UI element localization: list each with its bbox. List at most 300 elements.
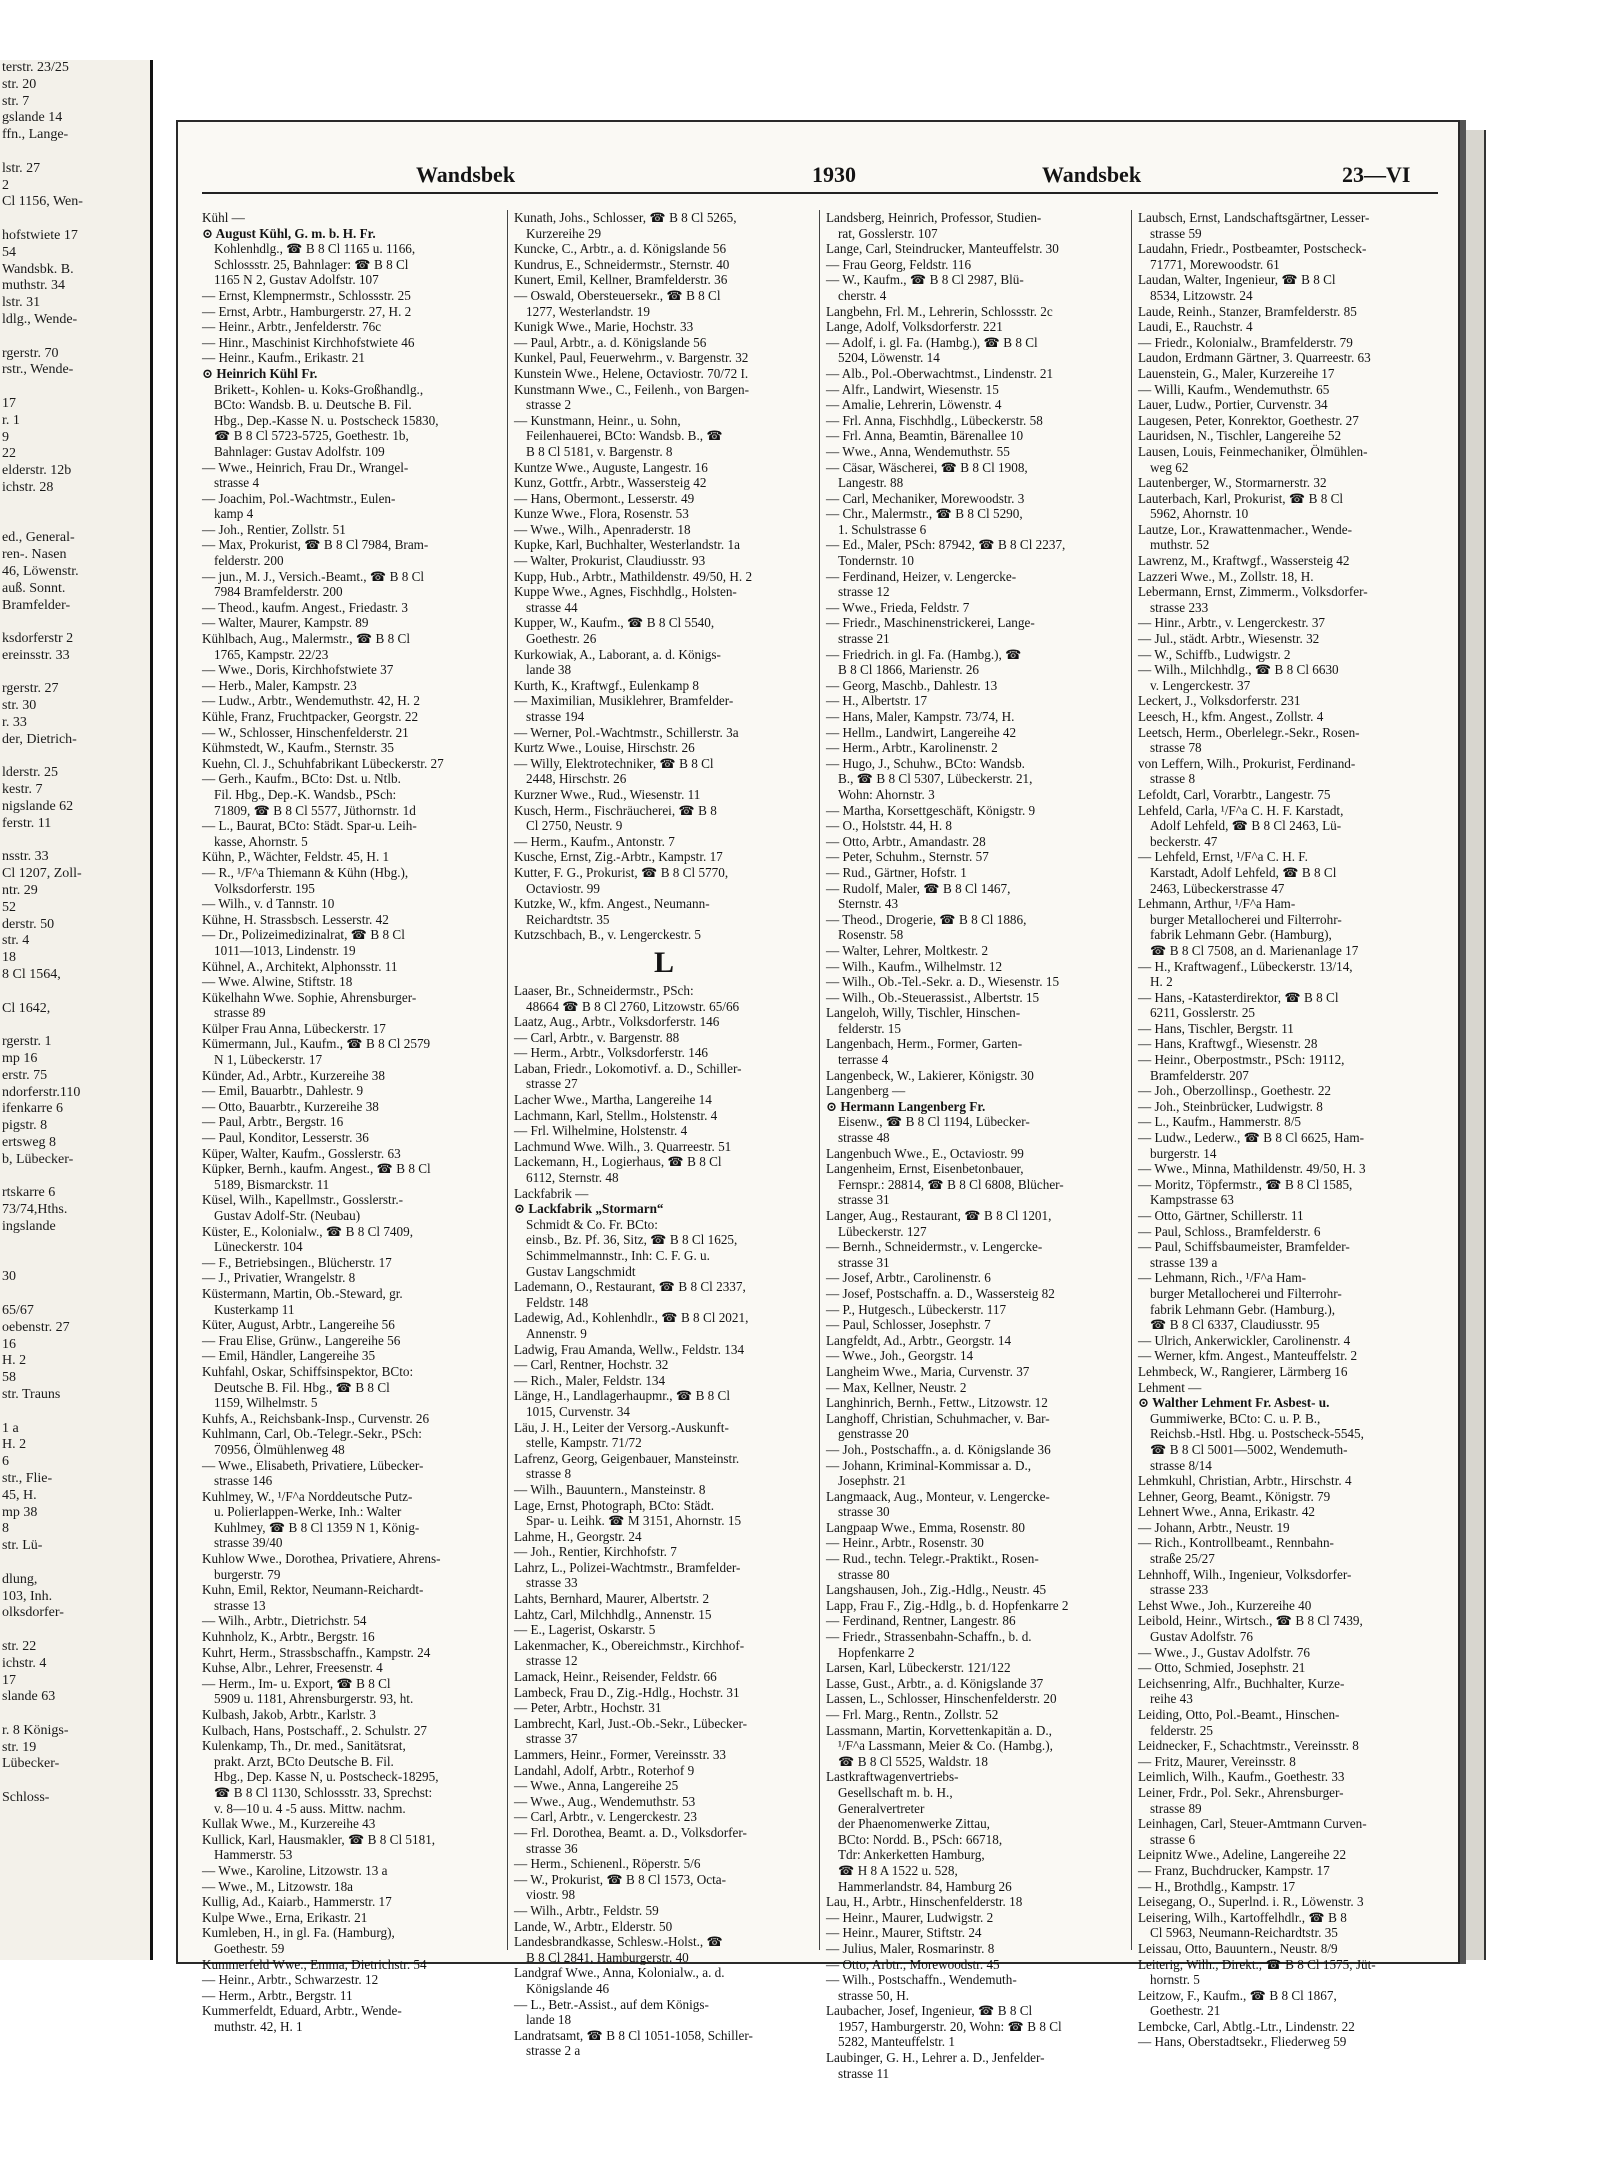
directory-entry: 5189, Bismarckstr. 11 <box>214 1176 330 1192</box>
previous-page-text-fragment: 8 <box>2 1521 9 1537</box>
directory-entry: — Wilh., Ob.-Tel.-Sekr. a. D., Wiesenstr. 15 <box>826 974 1060 990</box>
previous-page-text-fragment: 45, H. <box>2 1487 37 1503</box>
directory-entry: — L., Betr.-Assist., auf dem Königs- <box>514 1996 709 2012</box>
directory-entry: Kuhlmann, Carl, Ob.-Telegr.-Sekr., PSch: <box>202 1426 422 1442</box>
directory-entry: — Heinr., Maurer, Stiftstr. 24 <box>826 1925 982 1941</box>
directory-entry: — Herm., Schienenl., Röperstr. 5/6 <box>514 1856 701 1872</box>
directory-entry: Rosenstr. 58 <box>838 927 904 943</box>
directory-entry: B 8 Cl 1866, Marienstr. 26 <box>838 662 980 678</box>
directory-entry: Lehmann, Arthur, ¹/F^a Ham- <box>1138 896 1296 912</box>
directory-entry: Kusche, Ernst, Zig.-Arbtr., Kampstr. 17 <box>514 849 723 865</box>
directory-entry: — Hans, Oberstadtsekr., Fliederweg 59 <box>1138 2034 1347 2050</box>
directory-entry: 2463, Lübeckerstrasse 47 <box>1150 880 1285 896</box>
directory-entry: — Heinr., Oberpostmstr., PSch: 19112, <box>1138 1052 1345 1068</box>
directory-entry: strasse 89 <box>214 1005 266 1021</box>
directory-entry: Lafrenz, Georg, Geigenbauer, Mansteinstr. <box>514 1450 740 1466</box>
directory-entry: strasse 146 <box>214 1473 273 1489</box>
directory-entry: 5204, Löwenstr. 14 <box>838 350 940 366</box>
directory-entry: Kusterkamp 11 <box>214 1301 295 1317</box>
directory-entry: — W., Schiffb., Ludwigstr. 2 <box>1138 646 1291 662</box>
directory-entry: Leitzow, F., Kaufm., ☎ B 8 Cl 1867, <box>1138 1987 1337 2003</box>
directory-entry: — Hans, -Katasterdirektor, ☎ B 8 Cl <box>1138 989 1339 1005</box>
directory-entry: — Ernst, Klempnermstr., Schlossstr. 25 <box>202 287 411 303</box>
directory-entry: 6211, Gosslerstr. 25 <box>1150 1005 1256 1021</box>
directory-entry: — Friedr., Maschinenstrickerei, Lange- <box>826 615 1035 631</box>
directory-entry: strasse 48 <box>838 1130 890 1146</box>
directory-entry: Lauenstein, G., Maler, Kurzereihe 17 <box>1138 365 1335 381</box>
directory-entry: Leinhagen, Carl, Steuer-Amtmann Curven- <box>1138 1816 1367 1832</box>
directory-entry: Langbehn, Frl. M., Lehrerin, Schlossstr. 2c <box>826 303 1053 319</box>
directory-entry: — Joh., Rentier, Kirchhofstr. 7 <box>514 1544 677 1560</box>
directory-entry: Kunert, Emil, Kellner, Bramfelderstr. 36 <box>514 272 728 288</box>
directory-entry: — Hans, Obermont., Lesserstr. 49 <box>514 490 695 506</box>
directory-entry: — Lehmann, Rich., ¹/F^a Ham- <box>1138 1270 1306 1286</box>
directory-entry: B., ☎ B 8 Cl 5307, Lübeckerstr. 21, <box>838 771 1033 787</box>
directory-entry: Lautenberger, W., Stormarnerstr. 32 <box>1138 475 1327 491</box>
previous-page-text-fragment <box>0 1169 150 1186</box>
directory-entry: — Hinr., Maschinist Kirchhofstwiete 46 <box>202 334 415 350</box>
directory-entry: lande 18 <box>526 2012 572 2028</box>
column-divider <box>1131 210 1132 1950</box>
previous-page-text-fragment: str. Trauns <box>2 1386 61 1402</box>
directory-entry: Kuhfs, A., Reichsbank-Insp., Curvenstr. 26 <box>202 1410 430 1426</box>
directory-entry: Lebermann, Ernst, Zimmerm., Volksdorfer- <box>1138 584 1368 600</box>
directory-entry: ☎ B 8 Cl 7508, an d. Marienanlage 17 <box>1150 942 1359 958</box>
directory-entry: — Ferdinand, Rentner, Langestr. 86 <box>826 1613 1016 1629</box>
directory-entry: — Frl. Wilhelmine, Holstenstr. 4 <box>514 1123 688 1139</box>
directory-entry: H. 2 <box>1150 974 1173 990</box>
previous-page-text-fragment <box>0 211 150 228</box>
previous-page-text-fragment: rtskarre 6 <box>2 1185 56 1201</box>
directory-entry: — Heinr., Arbtr., Schwarzestr. 12 <box>202 1972 379 1988</box>
previous-page-text-fragment: Schloss- <box>2 1790 50 1806</box>
previous-page-edge <box>0 60 153 1960</box>
directory-entry: Kuhnholz, K., Arbtr., Bergstr. 16 <box>202 1629 375 1645</box>
directory-entry: Lage, Ernst, Photograph, BCto: Städt. <box>514 1497 714 1513</box>
directory-entry: ¹/F^a Lassmann, Meier & Co. (Hambg.), <box>838 1738 1053 1754</box>
directory-entry: — Moritz, Töpfermstr., ☎ B 8 Cl 1585, <box>1138 1176 1353 1192</box>
directory-entry: Langer, Aug., Restaurant, ☎ B 8 Cl 1201, <box>826 1208 1052 1223</box>
directory-entry: — L., Baurat, BCto: Städt. Spar-u. Leih- <box>202 818 417 834</box>
directory-entry: von Leffern, Wilh., Prokurist, Ferdinand- <box>1138 755 1356 771</box>
directory-entry: Cl 2750, Neustr. 9 <box>526 818 623 834</box>
directory-entry: — Paul, Schlosser, Josephstr. 7 <box>826 1317 991 1333</box>
directory-entry: Kühnel, A., Architekt, Alphonsstr. 11 <box>202 958 398 974</box>
directory-entry: Küstermann, Martin, Ob.-Steward, gr. <box>202 1285 403 1301</box>
previous-page-text-fragment: 2 <box>2 177 9 193</box>
previous-page-text-fragment <box>0 1404 150 1421</box>
directory-entry: Lauer, Ludw., Portier, Curvenstr. 34 <box>1138 397 1328 413</box>
previous-page-text-fragment: 54 <box>2 244 16 260</box>
directory-entry: Kuhlow Wwe., Dorothea, Privatiere, Ahrens- <box>202 1551 441 1567</box>
directory-entry: — Ludw., Arbtr., Wendemuthstr. 42, H. 2 <box>202 693 420 709</box>
directory-entry: — Rud., techn. Telegr.-Praktikt., Rosen- <box>826 1551 1039 1567</box>
directory-entry: — Walter, Lehrer, Moltkestr. 2 <box>826 942 989 958</box>
previous-page-text-fragment: H. 2 <box>2 1437 27 1453</box>
directory-entry: strasse 139 a <box>1150 1254 1218 1270</box>
directory-entry: 5962, Ahornstr. 10 <box>1150 506 1249 522</box>
directory-entry: Langenbuch Wwe., E., Octaviostr. 99 <box>826 1145 1024 1161</box>
directory-entry: Kunz, Gottfr., Arbtr., Wassersteig 42 <box>514 475 707 491</box>
directory-entry: — Kunstmann, Heinr., u. Sohn, <box>514 412 681 428</box>
directory-entry: strasse 78 <box>1150 740 1202 756</box>
directory-entry: Lacher Wwe., Martha, Langereihe 14 <box>514 1092 712 1108</box>
previous-page-text-fragment: str., Flie- <box>2 1470 53 1486</box>
directory-entry: ⊙ Walther Lehment Fr. Asbest- u. <box>1138 1395 1330 1411</box>
directory-entry: — Wwe., Wilh., Apenraderstr. 18 <box>514 521 691 537</box>
directory-entry: — Josef, Arbtr., Carolinenstr. 6 <box>826 1270 991 1286</box>
directory-entry: — Friedrich. in gl. Fa. (Hambg.), ☎ <box>826 646 1022 662</box>
directory-entry: Fernspr.: 28814, ☎ B 8 Cl 6808, Blücher- <box>838 1176 1064 1192</box>
directory-entry: — Wilh., Bauuntern., Mansteinstr. 8 <box>514 1481 706 1497</box>
directory-entry: Kohlenhdlg., ☎ B 8 Cl 1165 u. 1166, <box>214 241 416 257</box>
directory-entry: Kunstmann Wwe., C., Feilenh., von Bargen- <box>514 381 750 397</box>
previous-page-text-fragment: kestr. 7 <box>2 782 43 798</box>
directory-entry: — Herm., Arbtr., Bergstr. 11 <box>202 1987 353 2003</box>
directory-entry: — Chr., Malermstr., ☎ B 8 Cl 5290, <box>826 506 1023 522</box>
directory-entry: Lefoldt, Carl, Vorarbtr., Langestr. 75 <box>1138 786 1331 802</box>
directory-entry: — Otto, Arbtr., Amandastr. 28 <box>826 833 986 849</box>
directory-entry: Landsberg, Heinrich, Professor, Studien- <box>826 210 1042 225</box>
directory-entry: Eisenw., ☎ B 8 Cl 1194, Lübecker- <box>838 1114 1030 1130</box>
directory-entry: — Emil, Bauarbtr., Dahlestr. 9 <box>202 1083 364 1099</box>
header-year: 1930 <box>812 162 856 187</box>
directory-entry: Feilenhauerei, BCto: Wandsb. B., ☎ <box>526 428 723 444</box>
directory-entry: — Alb., Pol.-Oberwachtmst., Lindenstr. 21 <box>826 365 1054 381</box>
directory-entry: Lahrz, L., Polizei-Wachtmstr., Bramfelder- <box>514 1559 741 1575</box>
directory-entry: felderstr. 15 <box>838 1020 901 1036</box>
directory-entry: — H., Kraftwagenf., Lübeckerstr. 13/14, <box>1138 958 1353 974</box>
directory-entry: strasse 11 <box>838 2065 890 2081</box>
directory-entry: Leiner, Frdr., Pol. Sekr., Ahrensburger- <box>1138 1784 1344 1800</box>
directory-entry: Kuppe Wwe., Agnes, Fischhdlg., Holsten- <box>514 584 737 600</box>
directory-entry: 8534, Litzowstr. 24 <box>1150 287 1253 303</box>
directory-entry: ☎ B 8 Cl 6337, Claudiusstr. 95 <box>1150 1317 1320 1333</box>
directory-entry: — Frau Elise, Grünw., Langereihe 56 <box>202 1332 401 1348</box>
directory-entry: — Franz, Buchdrucker, Kampstr. 17 <box>1138 1862 1330 1878</box>
directory-entry: Lademann, O., Restaurant, ☎ B 8 Cl 2337, <box>514 1279 746 1295</box>
directory-entry: — Walter, Maurer, Kampstr. 89 <box>202 615 369 631</box>
previous-page-text-fragment: ertsweg 8 <box>2 1135 57 1150</box>
directory-entry: Kunath, Johs., Schlosser, ☎ B 8 Cl 5265, <box>514 210 737 225</box>
directory-entry: Josephstr. 21 <box>838 1473 907 1489</box>
directory-entry: Bramfelderstr. 207 <box>1150 1067 1249 1083</box>
directory-entry: Gustav Langschmidt <box>526 1263 636 1279</box>
directory-entry: — Wwe., Anna, Langereihe 25 <box>514 1778 679 1794</box>
directory-entry: Kükelhahn Wwe. Sophie, Ahrensburger- <box>202 989 417 1005</box>
directory-entry: Lehner, Georg, Beamt., Königstr. 79 <box>1138 1488 1331 1504</box>
directory-entry: Annenstr. 9 <box>526 1325 587 1341</box>
directory-entry: N 1, Lübeckerstr. 17 <box>214 1052 323 1068</box>
directory-entry: Landahl, Adolf, Arbtr., Roterhof 9 <box>514 1762 695 1778</box>
directory-entry: Karstadt, Adolf Lehfeld, ☎ B 8 Cl <box>1150 864 1337 880</box>
directory-entry: Langhinrich, Bernh., Fettw., Litzowstr. 12 <box>826 1395 1048 1411</box>
directory-entry: Larsen, Karl, Lübeckerstr. 121/122 <box>826 1660 1011 1676</box>
directory-entry: v. 8—10 u. 4 -5 auss. Mittw. nachm. <box>214 1800 406 1816</box>
directory-entry: muthstr. 42, H. 1 <box>214 2018 303 2034</box>
directory-entry: Laban, Friedr., Lokomotivf. a. D., Schiller- <box>514 1060 742 1076</box>
previous-page-text-fragment <box>0 1555 150 1572</box>
directory-entry: strasse 6 <box>1150 1831 1196 1847</box>
previous-page-text-fragment <box>0 749 150 766</box>
directory-entry: ⊙ August Kühl, G. m. b. H. Fr. <box>202 225 376 241</box>
directory-entry: Kundrus, E., Schneidermstr., Sternstr. 40 <box>514 256 730 272</box>
previous-page-text-fragment <box>0 1253 150 1270</box>
directory-entry: — Wwe., Joh., Georgstr. 14 <box>826 1348 974 1364</box>
directory-entry: cherstr. 4 <box>838 287 887 303</box>
directory-entry: Laudon, Erdmann Gärtner, 3. Quarreestr. 63 <box>1138 350 1371 366</box>
directory-entry: — E., Lagerist, Oskarstr. 5 <box>514 1622 656 1638</box>
header-town-right: Wandsbek <box>1042 162 1142 187</box>
previous-page-text-fragment: rgerstr. 27 <box>2 681 59 697</box>
directory-entry: Lackemann, H., Logierhaus, ☎ B 8 Cl <box>514 1154 722 1170</box>
previous-page-text-fragment: 8 Cl 1564, <box>2 967 61 983</box>
directory-entry: — Herm., Kaufm., Antonstr. 7 <box>514 833 675 849</box>
directory-entry: Hopfenkarre 2 <box>838 1644 915 1660</box>
directory-entry: Lakenmacher, K., Obereichmstr., Kirchhof- <box>514 1637 745 1653</box>
directory-entry: Lasse, Gust., Arbtr., a. d. Königslande 37 <box>826 1675 1044 1691</box>
directory-entry: strasse 233 <box>1150 1582 1209 1598</box>
directory-entry: — Friedr., Strassenbahn-Schaffn., b. d. <box>826 1629 1032 1645</box>
directory-entry: — Wwe., Heinrich, Frau Dr., Wrangel- <box>202 459 409 475</box>
section-letter: L <box>653 945 674 979</box>
directory-entry: Lachmund Wwe. Wilh., 3. Quarreestr. 51 <box>514 1138 732 1154</box>
directory-entry: Lambeck, Frau D., Zig.-Hdlg., Hochstr. 31 <box>514 1684 740 1700</box>
previous-page-text-fragment: str. 7 <box>2 93 30 109</box>
directory-entry: Leidnecker, F., Schachtmstr., Vereinsstr. 8 <box>1138 1738 1359 1754</box>
previous-page-text-fragment: mp 16 <box>2 1051 38 1067</box>
previous-page-text-fragment: 65/67 <box>2 1302 34 1318</box>
previous-page-text-fragment: auß. Sonnt. <box>2 580 66 596</box>
previous-page-text-fragment: terstr. 23/25 <box>2 60 69 75</box>
header-town-left: Wandsbek <box>416 162 516 187</box>
directory-entry: — Maximilian, Musiklehrer, Bramfelder- <box>514 693 734 709</box>
directory-entry: Langenbach, Herm., Former, Garten- <box>826 1036 1023 1052</box>
previous-page-text-fragment: 73/74,Hths. <box>2 1202 68 1218</box>
directory-entry: Langfeldt, Ad., Arbtr., Georgstr. 14 <box>826 1332 1012 1348</box>
directory-entry: Lassen, L., Schlosser, Hinschenfelderstr. 20 <box>826 1691 1057 1707</box>
directory-entry: Kuhlmey, ☎ B 8 Cl 1359 N 1, König- <box>214 1519 420 1535</box>
directory-entry: — jun., M. J., Versich.-Beamt., ☎ B 8 Cl <box>202 568 425 584</box>
directory-entry: Sternstr. 43 <box>838 896 899 912</box>
directory-entry: felderstr. 200 <box>214 553 284 569</box>
directory-entry: 1. Schulstrasse 6 <box>838 521 927 537</box>
previous-page-text-fragment: ntr. 29 <box>2 883 38 899</box>
directory-entry: Kühne, H. Strassbsch. Lesserstr. 42 <box>202 911 389 927</box>
directory-entry: Lawrenz, M., Kraftwgf., Wassersteig 42 <box>1138 553 1350 569</box>
directory-entry: weg 62 <box>1150 459 1189 475</box>
previous-page-text-fragment: ferstr. 11 <box>2 815 52 831</box>
directory-entry: — Wwe., Karoline, Litzowstr. 13 a <box>202 1862 388 1878</box>
directory-entry: B 8 Cl 5181, v. Bargenstr. 8 <box>526 443 673 459</box>
directory-entry: strasse 13 <box>214 1597 266 1613</box>
directory-entry: Lambrecht, Karl, Just.-Ob.-Sekr., Lübecker- <box>514 1715 748 1731</box>
directory-entry: Kümermann, Jul., Kaufm., ☎ B 8 Cl 2579 <box>202 1036 431 1052</box>
previous-page-text-fragment <box>0 1773 150 1790</box>
directory-entry: strasse 233 <box>1150 599 1209 615</box>
previous-page-text-fragment <box>0 379 150 396</box>
directory-entry: Kuhse, Albr., Lehrer, Freesenstr. 4 <box>202 1660 383 1676</box>
directory-entry: Reichsb.-Hstl. Hbg. u. Postscheck-5545, <box>1150 1426 1364 1442</box>
directory-entry: — Wilh., Ob.-Steuerassist., Albertstr. 15 <box>826 989 1040 1005</box>
directory-column-1 <box>202 210 502 2034</box>
directory-entry: beckerstr. 47 <box>1150 833 1218 849</box>
directory-entry: Lau, H., Arbtr., Hinschenfelderstr. 18 <box>826 1894 1023 1910</box>
directory-entry: Gustav Adolf-Str. (Neubau) <box>214 1208 361 1223</box>
directory-entry: Kühlbach, Aug., Malermstr., ☎ B 8 Cl <box>202 631 410 647</box>
previous-page-text-fragment: r. 1 <box>2 412 20 428</box>
directory-entry: — Wwe., M., Litzowstr. 18a <box>202 1878 354 1894</box>
previous-page-text-fragment <box>0 833 150 850</box>
directory-entry: — Wwe., Frieda, Feldstr. 7 <box>826 599 970 615</box>
directory-entry: — W., Schlosser, Hinschenfelderstr. 21 <box>202 724 409 740</box>
directory-entry: Leesch, H., kfm. Angest., Zollstr. 4 <box>1138 709 1324 724</box>
directory-entry: — Heinr., Maurer, Ludwigstr. 2 <box>826 1909 994 1925</box>
previous-page-text-fragment: dlung, <box>2 1571 38 1587</box>
directory-entry: — Wilh., v. d Tannstr. 10 <box>202 896 335 912</box>
directory-entry: Brikett-, Kohlen- u. Koks-Großhandlg., <box>214 381 424 397</box>
directory-entry: Lausen, Louis, Feinmechaniker, Ölmühlen- <box>1138 443 1368 459</box>
directory-entry: 1015, Curvenstr. 34 <box>526 1403 631 1419</box>
directory-entry: — O., Holststr. 44, H. 8 <box>826 818 953 834</box>
directory-entry: — Frl. Dorothea, Beamt. a. D., Volksdorfer- <box>514 1824 747 1840</box>
directory-entry: Lastkraftwagenvertriebs- <box>826 1769 959 1785</box>
directory-entry: ☎ B 8 Cl 5001—5002, Wendemuth- <box>1150 1441 1348 1457</box>
directory-entry: terrasse 4 <box>838 1052 889 1068</box>
directory-entry: — Max, Prokurist, ☎ B 8 Cl 7984, Bram- <box>202 537 429 553</box>
directory-entry: Ladwig, Frau Amanda, Wellw., Feldstr. 134 <box>514 1341 745 1357</box>
directory-entry: — Ferdinand, Heizer, v. Lengercke- <box>826 568 1017 584</box>
directory-entry: strasse 12 <box>526 1653 578 1669</box>
directory-entry: Küster, E., Kolonialw., ☎ B 8 Cl 7409, <box>202 1223 414 1239</box>
directory-entry: Kutzschbach, B., v. Lengerckestr. 5 <box>514 927 702 943</box>
directory-entry: Bahnlager: Gustav Adolfstr. 109 <box>214 443 385 459</box>
previous-page-text-fragment: r. 8 Königs- <box>2 1722 69 1738</box>
previous-page-text-fragment: str. 30 <box>2 698 37 714</box>
directory-entry: strasse 194 <box>526 709 585 724</box>
directory-entry: — Peter, Schuhm., Sternstr. 57 <box>826 849 989 865</box>
directory-entry: — J., Privatier, Wrangelstr. 8 <box>202 1270 356 1286</box>
previous-page-text-fragment: r. 33 <box>2 715 27 731</box>
previous-page-text-fragment: lstr. 27 <box>2 160 41 176</box>
directory-entry: hornstr. 5 <box>1150 1972 1200 1988</box>
previous-page-text-fragment: lstr. 31 <box>2 295 41 311</box>
directory-entry: Kummerfeld Wwe., Emma, Dietrichstr. 54 <box>202 1956 427 1972</box>
directory-entry: — Wilh., Kaufm., Wilhelmstr. 12 <box>826 958 1003 974</box>
directory-entry: Reichardtstr. 35 <box>526 911 610 927</box>
directory-entry: Landesbrandkasse, Schlesw.-Holst., ☎ <box>514 1934 723 1950</box>
directory-entry: — Wwe. Alwine, Stiftstr. 18 <box>202 974 353 990</box>
directory-entry: Kullick, Karl, Hausmakler, ☎ B 8 Cl 5181, <box>202 1831 436 1847</box>
previous-page-text-fragment: 17 <box>2 1672 16 1688</box>
directory-entry: Laubacher, Josef, Ingenieur, ☎ B 8 Cl <box>826 2003 1033 2019</box>
directory-entry: strasse 4 <box>214 475 260 491</box>
directory-entry: Lehst Wwe., Joh., Kurzereihe 40 <box>1138 1597 1312 1613</box>
directory-entry: — Johann, Kriminal-Kommissar a. D., <box>826 1457 1032 1473</box>
directory-entry: prakt. Arzt, BCto Deutsche B. Fil. <box>214 1753 394 1769</box>
directory-entry: Goethestr. 59 <box>214 1940 285 1956</box>
previous-page-text-fragment: ifenkarre 6 <box>2 1101 64 1117</box>
directory-entry: — Walter, Prokurist, Claudiusstr. 93 <box>514 553 706 569</box>
directory-entry: strasse 31 <box>838 1254 890 1270</box>
previous-page-text-fragment: str. 4 <box>2 933 30 949</box>
directory-entry: 1765, Kampstr. 22/23 <box>214 646 329 662</box>
directory-entry: Leisering, Wilh., Kartoffelhdlr., ☎ B 8 <box>1138 1909 1347 1925</box>
directory-entry: 7984 Bramfelderstr. 200 <box>214 584 343 600</box>
directory-entry: strasse 50, H. <box>838 1987 910 2003</box>
directory-entry: strasse 8 <box>1150 771 1196 787</box>
previous-page-text-fragment: derstr. 50 <box>2 916 55 932</box>
previous-page-text-fragment: ereinsstr. 33 <box>2 647 70 663</box>
previous-page-text-fragment: 6 <box>2 1454 9 1470</box>
previous-page-text-fragment: olksdorfer- <box>2 1605 64 1621</box>
directory-entry: Hammerlandstr. 84, Hamburg 26 <box>838 1878 1012 1894</box>
directory-entry: viostr. 98 <box>526 1887 576 1903</box>
directory-entry: — Martha, Korsettgeschäft, Königstr. 9 <box>826 802 1036 818</box>
directory-entry: Kuehn, Cl. J., Schuhfabrikant Lübeckerstr. 27 <box>202 755 444 771</box>
previous-page-text-fragment: slande 63 <box>2 1689 56 1705</box>
directory-entry: Kuhlmey, W., ¹/F^a Norddeutsche Putz- <box>202 1488 413 1504</box>
directory-entry: strasse 39/40 <box>214 1535 283 1551</box>
directory-entry: Tondernstr. 10 <box>838 553 914 569</box>
previous-page-text-fragment: Cl 1642, <box>2 1000 51 1016</box>
directory-entry: Kampstrasse 63 <box>1150 1192 1234 1208</box>
directory-entry: — Jul., städt. Arbtr., Wiesenstr. 32 <box>1138 631 1320 647</box>
previous-page-text-fragment: erstr. 75 <box>2 1067 48 1083</box>
directory-entry: Lehment — <box>1138 1379 1202 1395</box>
previous-page-text-fragment: ldlg., Wende- <box>2 311 78 327</box>
directory-entry: Gustav Adolfstr. 76 <box>1150 1629 1253 1645</box>
previous-page-text-fragment <box>0 1622 150 1639</box>
directory-entry: 70956, Ölmühlenweg 48 <box>214 1441 345 1457</box>
directory-entry: — Willi, Kaufm., Wendemuthstr. 65 <box>1138 381 1330 397</box>
directory-entry: strasse 33 <box>526 1575 578 1591</box>
directory-entry: Leisegang, O., Superlnd. i. R., Löwenstr. 3 <box>1138 1894 1364 1910</box>
directory-entry: — Rich., Kontrollbeamt., Rennbahn- <box>1138 1535 1334 1551</box>
directory-entry: Langhoff, Christian, Schuhmacher, v. Bar- <box>826 1410 1050 1426</box>
directory-entry: Wohn: Ahornstr. 3 <box>838 786 935 802</box>
directory-entry: — Alfr., Landwirt, Wiesenstr. 15 <box>826 381 999 397</box>
directory-entry: der Phaenomenwerke Zittau, <box>838 1816 990 1832</box>
directory-entry: Volksdorferstr. 195 <box>214 880 315 896</box>
directory-entry: strasse 8 <box>526 1466 572 1482</box>
directory-entry: Spar- u. Leihk. ☎ M 3151, Ahornstr. 15 <box>526 1513 742 1529</box>
directory-entry: Deutsche B. Fil. Hbg., ☎ B 8 Cl <box>214 1379 390 1395</box>
directory-entry: Kulenkamp, Th., Dr. med., Sanitätsrat, <box>202 1738 406 1754</box>
directory-entry: Kurzner Wwe., Rud., Wiesenstr. 11 <box>514 786 701 802</box>
directory-entry: Külper Frau Anna, Lübeckerstr. 17 <box>202 1020 386 1036</box>
directory-entry: Künder, Ad., Arbtr., Kurzereihe 38 <box>202 1067 385 1083</box>
directory-entry: — Paul, Konditor, Lesserstr. 36 <box>202 1130 369 1146</box>
directory-entry: Goethestr. 21 <box>1150 2003 1221 2019</box>
directory-entry: Langmaack, Aug., Monteur, v. Lengercke- <box>826 1488 1050 1504</box>
previous-page-text-fragment: oebenstr. 27 <box>2 1319 70 1335</box>
directory-entry: Schmidt & Co. Fr. BCto: <box>526 1216 658 1232</box>
directory-entry: 2448, Hirschstr. 26 <box>526 771 627 787</box>
directory-entry: Kurkowiak, A., Laborant, a. d. Königs- <box>514 646 721 662</box>
directory-entry: — Peter, Arbtr., Hochstr. 31 <box>514 1700 662 1716</box>
previous-page-text-fragment: 103, Inh. <box>2 1588 53 1604</box>
directory-entry: — Rich., Maler, Feldstr. 134 <box>514 1372 666 1388</box>
directory-entry: — Paul, Arbtr., a. d. Königslande 56 <box>514 334 707 350</box>
directory-entry: — Fritz, Maurer, Vereinsstr. 8 <box>1138 1753 1296 1769</box>
directory-entry: kasse, Ahornstr. 5 <box>214 833 308 849</box>
directory-entry: Leibold, Heinr., Wirtsch., ☎ B 8 Cl 7439, <box>1138 1613 1363 1629</box>
directory-entry: — Wwe., Anna, Wendemuthstr. 55 <box>826 443 1010 459</box>
directory-entry: strasse 27 <box>526 1076 578 1092</box>
directory-entry: strasse 2 a <box>526 2043 581 2059</box>
directory-entry: Lembcke, Carl, Abtlg.-Ltr., Lindenstr. 22 <box>1138 2018 1355 2034</box>
